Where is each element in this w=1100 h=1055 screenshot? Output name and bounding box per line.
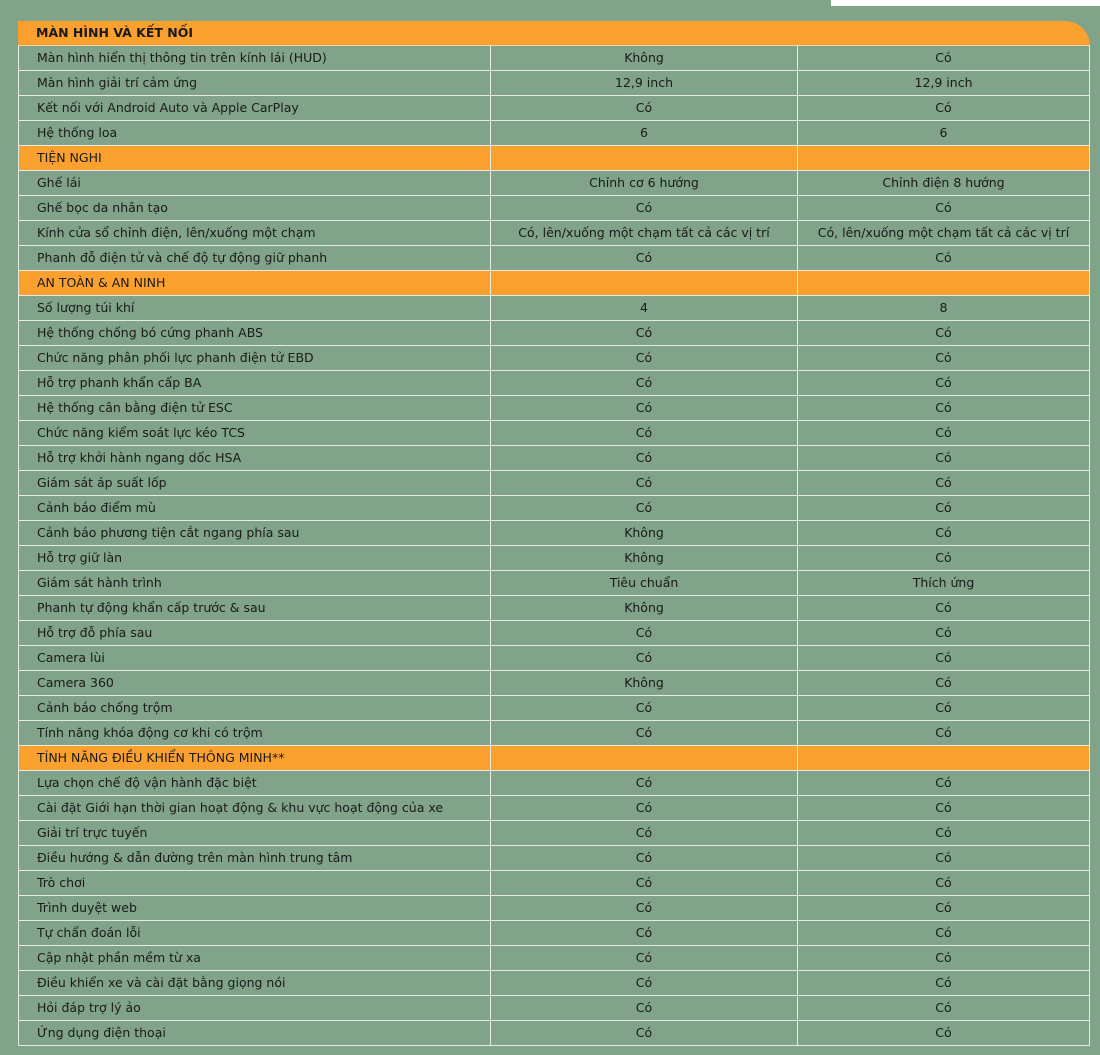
variant-2-value: Có bbox=[797, 921, 1090, 945]
table-row bbox=[18, 596, 1090, 621]
variant-1-value: Có bbox=[490, 396, 797, 420]
variant-1-value: 4 bbox=[490, 296, 797, 320]
table-row bbox=[18, 796, 1090, 821]
variant-1-value: Có bbox=[490, 496, 797, 520]
variant-2-value: Có bbox=[797, 821, 1090, 845]
section-cell bbox=[490, 746, 797, 770]
feature-label: Trình duyệt web bbox=[18, 896, 490, 920]
table-row bbox=[18, 996, 1090, 1021]
variant-1-value: Có bbox=[490, 771, 797, 795]
table-row bbox=[18, 246, 1090, 271]
section-title: TIỆN NGHI bbox=[18, 146, 490, 170]
variant-1-value: Có bbox=[490, 471, 797, 495]
feature-label: Hệ thống chống bó cứng phanh ABS bbox=[18, 321, 490, 345]
variant-2-value: Có bbox=[797, 46, 1090, 70]
table-row bbox=[18, 846, 1090, 871]
feature-label: Phanh đỗ điện tử và chế độ tự động giữ phanh bbox=[18, 246, 490, 270]
variant-2-value: Có, lên/xuống một chạm tất cả các vị trí bbox=[797, 221, 1090, 245]
feature-label: Hỗ trợ khởi hành ngang dốc HSA bbox=[18, 446, 490, 470]
feature-label: Cài đặt Giới hạn thời gian hoạt động & khu vực hoạt động của xe bbox=[18, 796, 490, 820]
table-row bbox=[18, 46, 1090, 71]
table-row bbox=[18, 321, 1090, 346]
section-cell bbox=[797, 146, 1090, 170]
variant-1-value: Có bbox=[490, 321, 797, 345]
feature-label: Hỗ trợ phanh khẩn cấp BA bbox=[18, 371, 490, 395]
spec-table bbox=[18, 21, 1090, 1046]
variant-1-value: Có bbox=[490, 946, 797, 970]
variant-1-value: Có bbox=[490, 846, 797, 870]
variant-2-value: Chỉnh điện 8 hướng bbox=[797, 171, 1090, 195]
variant-2-value: Có bbox=[797, 771, 1090, 795]
feature-label: Giải trí trực tuyến bbox=[18, 821, 490, 845]
table-row bbox=[18, 546, 1090, 571]
feature-label: Cảnh báo điểm mù bbox=[18, 496, 490, 520]
feature-label: Hỗ trợ đỗ phía sau bbox=[18, 621, 490, 645]
table-row bbox=[18, 496, 1090, 521]
variant-1-value: 6 bbox=[490, 121, 797, 145]
variant-2-value: Có bbox=[797, 721, 1090, 745]
variant-2-value: Có bbox=[797, 596, 1090, 620]
variant-2-value: Có bbox=[797, 371, 1090, 395]
section-header bbox=[18, 146, 1090, 171]
feature-label: Trò chơi bbox=[18, 871, 490, 895]
variant-2-value: Có bbox=[797, 871, 1090, 895]
feature-label: Tự chẩn đoán lỗi bbox=[18, 921, 490, 945]
variant-1-value: Có bbox=[490, 696, 797, 720]
variant-1-value: Có bbox=[490, 796, 797, 820]
table-row bbox=[18, 396, 1090, 421]
variant-1-value: Có bbox=[490, 196, 797, 220]
section-cell bbox=[797, 746, 1090, 770]
variant-2-value: 8 bbox=[797, 296, 1090, 320]
feature-label: Giám sát áp suất lốp bbox=[18, 471, 490, 495]
feature-label: Chức năng kiểm soát lực kéo TCS bbox=[18, 421, 490, 445]
variant-2-value: Có bbox=[797, 946, 1090, 970]
variant-2-value: 12,9 inch bbox=[797, 71, 1090, 95]
section-title: AN TOÀN & AN NINH bbox=[18, 271, 490, 295]
variant-1-value: Không bbox=[490, 546, 797, 570]
feature-label: Kết nối với Android Auto và Apple CarPlay bbox=[18, 96, 490, 120]
variant-2-value: Có bbox=[797, 521, 1090, 545]
table-row bbox=[18, 821, 1090, 846]
feature-label: Cảnh báo phương tiện cắt ngang phía sau bbox=[18, 521, 490, 545]
feature-label: Camera 360 bbox=[18, 671, 490, 695]
table-row bbox=[18, 171, 1090, 196]
table-row bbox=[18, 871, 1090, 896]
variant-1-value: Có bbox=[490, 1021, 797, 1045]
variant-1-value: Có bbox=[490, 371, 797, 395]
table-row bbox=[18, 471, 1090, 496]
feature-label: Cảnh báo chống trộm bbox=[18, 696, 490, 720]
table-row bbox=[18, 771, 1090, 796]
feature-label: Điều khiển xe và cài đặt bằng giọng nói bbox=[18, 971, 490, 995]
feature-label: Chức năng phân phối lực phanh điện tử EBD bbox=[18, 346, 490, 370]
section-header bbox=[18, 21, 1090, 46]
variant-1-value: Có bbox=[490, 446, 797, 470]
variant-1-value: Có bbox=[490, 346, 797, 370]
table-row bbox=[18, 421, 1090, 446]
section-cell bbox=[797, 271, 1090, 295]
table-row bbox=[18, 621, 1090, 646]
feature-label: Màn hình hiển thị thông tin trên kính lái (HUD) bbox=[18, 46, 490, 70]
section-header bbox=[18, 271, 1090, 296]
variant-1-value: Có bbox=[490, 971, 797, 995]
variant-1-value: Có bbox=[490, 921, 797, 945]
table-row bbox=[18, 346, 1090, 371]
variant-2-value: Có bbox=[797, 471, 1090, 495]
feature-label: Ứng dụng điện thoại bbox=[18, 1021, 490, 1045]
variant-2-value: Có bbox=[797, 696, 1090, 720]
variant-1-value: Không bbox=[490, 46, 797, 70]
variant-1-value: 12,9 inch bbox=[490, 71, 797, 95]
feature-label: Kính cửa sổ chỉnh điện, lên/xuống một chạm bbox=[18, 221, 490, 245]
table-row bbox=[18, 296, 1090, 321]
table-row bbox=[18, 71, 1090, 96]
variant-1-value: Có bbox=[490, 896, 797, 920]
variant-2-value: Có bbox=[797, 671, 1090, 695]
variant-1-value: Tiêu chuẩn bbox=[490, 571, 797, 595]
table-row bbox=[18, 121, 1090, 146]
table-row bbox=[18, 971, 1090, 996]
feature-label: Màn hình giải trí cảm ứng bbox=[18, 71, 490, 95]
top-white-strip bbox=[831, 0, 1100, 6]
variant-2-value: 6 bbox=[797, 121, 1090, 145]
table-row bbox=[18, 721, 1090, 746]
table-row bbox=[18, 946, 1090, 971]
feature-label: Điều hướng & dẫn đường trên màn hình trung tâm bbox=[18, 846, 490, 870]
variant-2-value: Có bbox=[797, 996, 1090, 1020]
variant-2-value: Có bbox=[797, 246, 1090, 270]
feature-label: Tính năng khóa động cơ khi có trộm bbox=[18, 721, 490, 745]
feature-label: Phanh tự động khẩn cấp trước & sau bbox=[18, 596, 490, 620]
section-title: TÍNH NĂNG ĐIỀU KHIỂN THÔNG MINH** bbox=[18, 746, 490, 770]
variant-2-value: Có bbox=[797, 496, 1090, 520]
feature-label: Giám sát hành trình bbox=[18, 571, 490, 595]
variant-1-value: Có bbox=[490, 646, 797, 670]
variant-1-value: Có bbox=[490, 96, 797, 120]
variant-1-value: Không bbox=[490, 521, 797, 545]
variant-2-value: Thích ứng bbox=[797, 571, 1090, 595]
variant-1-value: Chỉnh cơ 6 hướng bbox=[490, 171, 797, 195]
variant-2-value: Có bbox=[797, 646, 1090, 670]
feature-label: Ghế lái bbox=[18, 171, 490, 195]
feature-label: Hỗ trợ giữ làn bbox=[18, 546, 490, 570]
variant-2-value: Có bbox=[797, 346, 1090, 370]
feature-label: Hệ thống loa bbox=[18, 121, 490, 145]
variant-2-value: Có bbox=[797, 971, 1090, 995]
variant-2-value: Có bbox=[797, 1021, 1090, 1045]
section-title: MÀN HÌNH VÀ KẾT NỐI bbox=[36, 25, 194, 40]
table-row bbox=[18, 221, 1090, 246]
table-row bbox=[18, 646, 1090, 671]
variant-1-value: Có bbox=[490, 246, 797, 270]
variant-1-value: Có bbox=[490, 721, 797, 745]
table-row bbox=[18, 696, 1090, 721]
variant-1-value: Có, lên/xuống một chạm tất cả các vị trí bbox=[490, 221, 797, 245]
variant-1-value: Không bbox=[490, 671, 797, 695]
variant-1-value: Không bbox=[490, 596, 797, 620]
table-row bbox=[18, 921, 1090, 946]
variant-1-value: Có bbox=[490, 996, 797, 1020]
section-cell bbox=[490, 146, 797, 170]
section-header bbox=[18, 746, 1090, 771]
feature-label: Hệ thống cân bằng điện tử ESC bbox=[18, 396, 490, 420]
table-row bbox=[18, 571, 1090, 596]
table-row bbox=[18, 671, 1090, 696]
variant-1-value: Có bbox=[490, 621, 797, 645]
variant-2-value: Có bbox=[797, 196, 1090, 220]
variant-1-value: Có bbox=[490, 421, 797, 445]
table-row bbox=[18, 196, 1090, 221]
variant-2-value: Có bbox=[797, 546, 1090, 570]
feature-label: Camera lùi bbox=[18, 646, 490, 670]
table-row bbox=[18, 96, 1090, 121]
variant-2-value: Có bbox=[797, 396, 1090, 420]
table-row bbox=[18, 521, 1090, 546]
variant-2-value: Có bbox=[797, 421, 1090, 445]
variant-2-value: Có bbox=[797, 896, 1090, 920]
variant-1-value: Có bbox=[490, 821, 797, 845]
variant-2-value: Có bbox=[797, 621, 1090, 645]
variant-1-value: Có bbox=[490, 871, 797, 895]
feature-label: Lựa chọn chế độ vận hành đặc biệt bbox=[18, 771, 490, 795]
table-row bbox=[18, 896, 1090, 921]
variant-2-value: Có bbox=[797, 846, 1090, 870]
feature-label: Ghế bọc da nhân tạo bbox=[18, 196, 490, 220]
feature-label: Số lượng túi khí bbox=[18, 296, 490, 320]
feature-label: Cập nhật phần mềm từ xa bbox=[18, 946, 490, 970]
table-row bbox=[18, 446, 1090, 471]
variant-2-value: Có bbox=[797, 321, 1090, 345]
feature-label: Hỏi đáp trợ lý ảo bbox=[18, 996, 490, 1020]
section-cell bbox=[490, 271, 797, 295]
table-row bbox=[18, 1021, 1090, 1046]
variant-2-value: Có bbox=[797, 96, 1090, 120]
variant-2-value: Có bbox=[797, 796, 1090, 820]
variant-2-value: Có bbox=[797, 446, 1090, 470]
table-row bbox=[18, 371, 1090, 396]
